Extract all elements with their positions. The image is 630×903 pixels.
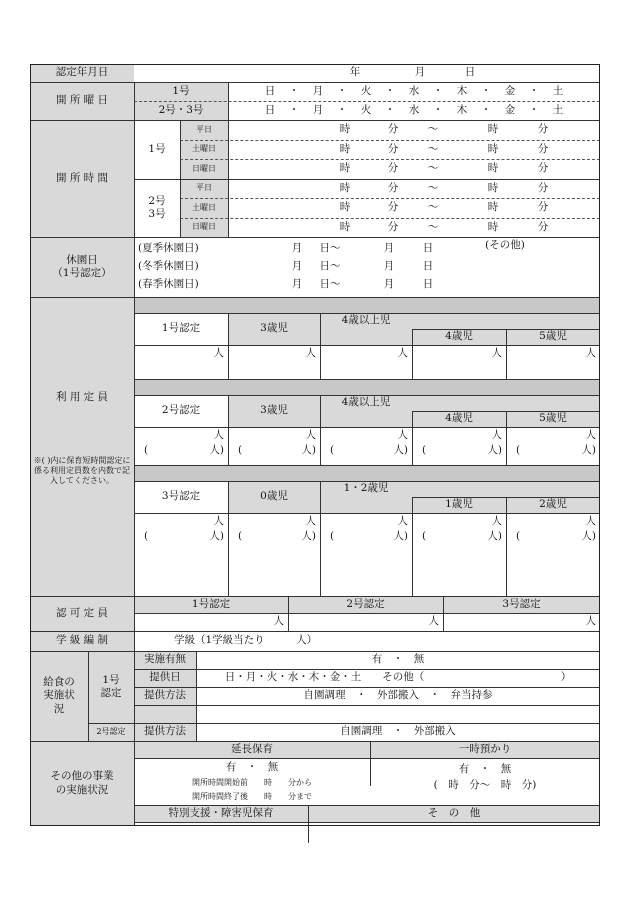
- extended-end: 開所時間終了後 時 分まで: [192, 792, 312, 801]
- rule: [196, 651, 197, 741]
- dashed-rule: [134, 101, 600, 102]
- hours-day-label: 土曜日: [192, 144, 216, 154]
- dashed-rule: [180, 140, 600, 141]
- day-unit: 日: [422, 278, 434, 291]
- tilde: 〜: [427, 181, 439, 194]
- minute-unit: 分: [387, 142, 399, 155]
- hour-unit: 時: [339, 220, 351, 233]
- band: [134, 297, 600, 313]
- rule: [134, 395, 600, 396]
- rule: [228, 481, 229, 596]
- paren-open: (: [330, 530, 335, 543]
- tilde: 〜: [427, 123, 439, 136]
- rule: [134, 297, 135, 596]
- month-label: 月: [414, 66, 426, 79]
- cap-sub2: 5歳児: [539, 330, 567, 343]
- capacity-unit: 人: [305, 347, 316, 360]
- extended-start: 開所時間開始前 時 分から: [192, 778, 312, 787]
- rule: [228, 395, 229, 465]
- month-unit: 月: [383, 278, 395, 291]
- rule: [506, 329, 507, 379]
- rule: [134, 613, 600, 614]
- paren-open: (: [144, 444, 149, 457]
- paren-close: 人): [581, 530, 596, 543]
- rule: [412, 329, 600, 330]
- extended-title: 延長保育: [231, 742, 273, 755]
- cap-sub1: 1歳児: [445, 498, 473, 511]
- separator-dot: ・: [384, 103, 396, 116]
- day-option: 日: [264, 84, 276, 97]
- rule: [134, 758, 600, 759]
- rule: [412, 329, 413, 379]
- holiday-row-label: (冬季休園日): [138, 260, 199, 273]
- separator-dot: ・: [528, 84, 540, 97]
- separator-dot: ・: [480, 84, 492, 97]
- month-unit: 月: [383, 242, 395, 255]
- separator-dot: ・: [288, 103, 300, 116]
- day-unit: 日: [422, 260, 434, 273]
- hours-group-label: 1号: [148, 142, 166, 155]
- hour-unit: 時: [487, 162, 499, 175]
- month-unit: 月: [291, 260, 303, 273]
- dashed-rule: [180, 159, 600, 160]
- day-option: 火: [360, 103, 372, 116]
- capacity-unit: 人: [491, 429, 502, 442]
- cap-sub2: 5歳児: [539, 412, 567, 425]
- cap-sub1: 4歳児: [445, 330, 473, 343]
- paren-open: (: [144, 530, 149, 543]
- hour-unit: 時: [487, 181, 499, 194]
- rule: [30, 82, 600, 83]
- meals-row-value: 自園調理 ・ 外部搬入 ・ 弁当持参: [303, 689, 493, 702]
- meals-row-label: 提供方法: [144, 725, 186, 738]
- paren-close: 人): [301, 444, 316, 457]
- capacity-unit: 人: [305, 429, 316, 442]
- rule: [134, 427, 600, 428]
- day-range: 日〜: [319, 260, 341, 273]
- rule: [320, 313, 321, 379]
- month-unit: 月: [383, 260, 395, 273]
- separator-dot: ・: [288, 84, 300, 97]
- separator-dot: ・: [336, 103, 348, 116]
- paren-open: (: [238, 530, 243, 543]
- rule: [134, 669, 600, 670]
- month-unit: 月: [291, 278, 303, 291]
- paren-close: 人): [393, 530, 408, 543]
- separator-dot: ・: [384, 84, 396, 97]
- rule: [308, 805, 309, 843]
- capacity-unit: 人: [397, 515, 408, 528]
- rule: [134, 631, 135, 651]
- opening-hours-label: 開 所 時 間: [55, 171, 108, 184]
- other-services-label: その他の事業 の実施状況: [50, 770, 114, 796]
- hour-unit: 時: [339, 142, 351, 155]
- cap-sub1: 4歳児: [445, 412, 473, 425]
- holidays-label: 休園日 （1号認定）: [52, 253, 112, 279]
- capacity-unit: 人: [213, 515, 224, 528]
- paren-open: (: [238, 444, 243, 457]
- minute-unit: 分: [537, 123, 549, 136]
- cap-section-title: 2号認定: [161, 404, 201, 417]
- hours-group-label: 2号 3号: [148, 194, 166, 220]
- holiday-row-label: (夏季休園日): [138, 242, 199, 255]
- capacity-unit: 人: [491, 347, 502, 360]
- capacity-unit: 人: [397, 347, 408, 360]
- hours-day-label: 土曜日: [192, 202, 216, 212]
- hour-unit: 時: [339, 123, 351, 136]
- cap-col1: 0歳児: [260, 490, 288, 503]
- tilde: 〜: [427, 142, 439, 155]
- rule: [30, 596, 600, 597]
- minute-unit: 分: [537, 201, 549, 214]
- paren-close: 人): [209, 444, 224, 457]
- classes-label: 学 級 編 制: [55, 634, 108, 647]
- meals-row-label: 提供方法: [144, 689, 186, 702]
- cap-col1: 3歳児: [260, 322, 288, 335]
- rule: [88, 723, 600, 724]
- day-option: 火: [360, 84, 372, 97]
- approved-label: 認 可 定 員: [55, 606, 108, 619]
- hour-unit: 時: [339, 181, 351, 194]
- cap-col2: 4歳以上児: [341, 396, 391, 409]
- approved-col: 2号認定: [346, 597, 385, 610]
- day-option: 月: [312, 103, 324, 116]
- year-label: 年: [349, 66, 361, 79]
- day-option: 日: [264, 103, 276, 116]
- minute-unit: 分: [387, 123, 399, 136]
- rule: [134, 237, 135, 297]
- hour-unit: 時: [339, 162, 351, 175]
- rule: [134, 822, 600, 823]
- band: [134, 465, 600, 481]
- tilde: 〜: [427, 220, 439, 233]
- rule: [228, 313, 229, 379]
- tilde: 〜: [427, 162, 439, 175]
- paren-close: 人): [393, 444, 408, 457]
- opening-days-label: 開 所 曜 日: [55, 94, 108, 107]
- month-unit: 月: [291, 242, 303, 255]
- meals-group2: 2号認定: [96, 727, 126, 736]
- paren-open: (: [330, 444, 335, 457]
- cap-section-title: 3号認定: [161, 490, 201, 503]
- capacity-unit: 人: [213, 429, 224, 442]
- days-row-label: 1号: [172, 84, 190, 97]
- rule: [30, 297, 600, 298]
- approved-unit: 人: [273, 615, 284, 628]
- capacity-unit: 人: [585, 429, 596, 442]
- minute-unit: 分: [387, 220, 399, 233]
- rule: [134, 179, 600, 180]
- application-form: [30, 64, 600, 825]
- rule: [134, 651, 135, 741]
- rule: [30, 741, 600, 742]
- rule: [30, 237, 600, 238]
- band: [134, 379, 600, 395]
- rule: [506, 411, 507, 465]
- temporary-title: 一時預かり: [458, 742, 512, 755]
- rule: [412, 497, 600, 498]
- paren-close: 人): [487, 530, 502, 543]
- minute-unit: 分: [387, 162, 399, 175]
- hours-day-label: 平日: [196, 124, 212, 134]
- days-row-label: 2号・3号: [158, 103, 204, 116]
- capacity-unit: 人: [491, 515, 502, 528]
- day-range: 日〜: [319, 278, 341, 291]
- minute-unit: 分: [537, 142, 549, 155]
- hour-unit: 時: [487, 201, 499, 214]
- day-option: 土: [552, 103, 564, 116]
- cap-col1: 3歳児: [260, 404, 288, 417]
- capacity-unit: 人: [585, 347, 596, 360]
- paren-close: 人): [581, 444, 596, 457]
- dashed-rule: [180, 198, 600, 199]
- day-unit: 日: [422, 242, 434, 255]
- approved-col: 1号認定: [191, 597, 231, 610]
- cap-sub2: 2歳児: [539, 498, 567, 511]
- paren-open: (: [516, 530, 521, 543]
- rule: [134, 313, 600, 314]
- dashed-rule: [180, 218, 600, 219]
- cap-col2: 4歳以上児: [341, 314, 391, 327]
- extended-yesno: 有 ・ 無: [225, 761, 279, 774]
- minute-unit: 分: [387, 181, 399, 194]
- hours-day-label: 平日: [196, 183, 212, 193]
- rule: [30, 120, 600, 121]
- meals-row-label: 実施有無: [144, 653, 186, 666]
- rule: [320, 481, 321, 596]
- capacity-note: ※( )内に保育短時間認定に係る利用定員数を内数で記入してください。: [33, 456, 131, 485]
- approved-unit: 人: [585, 615, 596, 628]
- day-range: 日〜: [319, 242, 341, 255]
- capacity-unit: 人: [585, 515, 596, 528]
- rule: [134, 687, 600, 688]
- day-label: 日: [464, 66, 476, 79]
- paren-close: 人): [487, 444, 502, 457]
- minute-unit: 分: [537, 162, 549, 175]
- minute-unit: 分: [537, 181, 549, 194]
- rule: [134, 705, 600, 706]
- day-option: 水: [408, 84, 420, 97]
- day-option: 金: [504, 103, 516, 116]
- rule: [134, 805, 600, 806]
- separator-dot: ・: [480, 103, 492, 116]
- paren-open: (: [422, 444, 427, 457]
- meals-row-value: 日・月・火・水・木・金・土 その他（ ）: [224, 671, 572, 684]
- rule: [30, 631, 600, 632]
- day-option: 木: [456, 84, 468, 97]
- rule: [30, 651, 600, 652]
- day-option: 木: [456, 103, 468, 116]
- separator-dot: ・: [336, 84, 348, 97]
- paren-open: (: [516, 444, 521, 457]
- hour-unit: 時: [339, 201, 351, 214]
- rule: [134, 481, 600, 482]
- meals-group1: 1号 認定: [100, 673, 122, 699]
- day-option: 月: [312, 84, 324, 97]
- rule: [412, 411, 600, 412]
- paren-close: 人): [209, 530, 224, 543]
- classes-text: 学級（1学級当たり 人）: [174, 634, 318, 647]
- meals-row-value: 自園調理 ・ 外部搬入: [340, 725, 456, 738]
- rule: [412, 497, 413, 596]
- minute-unit: 分: [537, 220, 549, 233]
- separator-dot: ・: [432, 84, 444, 97]
- minute-unit: 分: [387, 201, 399, 214]
- hours-day-label: 日曜日: [192, 222, 216, 232]
- paren-close: 人): [301, 530, 316, 543]
- special-title: 特別支援・障害児保育: [168, 806, 274, 819]
- hour-unit: 時: [487, 220, 499, 233]
- holiday-other: (その他): [485, 239, 525, 252]
- hour-unit: 時: [487, 142, 499, 155]
- rule: [134, 465, 600, 466]
- other-title: そ の 他: [427, 806, 481, 819]
- holiday-row-label: (春季休園日): [138, 278, 199, 291]
- approved-unit: 人: [428, 615, 439, 628]
- hours-day-label: 日曜日: [192, 163, 216, 173]
- capacity-unit: 人: [305, 515, 316, 528]
- approved-col: 3号認定: [502, 597, 541, 610]
- rule: [134, 379, 600, 380]
- rule: [506, 497, 507, 596]
- rule: [412, 411, 413, 465]
- day-option: 土: [552, 84, 564, 97]
- meals-row-label: 提供日: [149, 671, 181, 684]
- rule: [370, 741, 371, 786]
- rule: [134, 345, 600, 346]
- date-label: 認定年月日: [55, 66, 109, 79]
- meals-label: 給食の 実施状 況: [43, 676, 75, 715]
- rule: [134, 741, 135, 826]
- temporary-yesno: 有 ・ 無: [458, 763, 512, 776]
- tilde: 〜: [427, 201, 439, 214]
- capacity-unit: 人: [397, 429, 408, 442]
- meals-row-value: 有 ・ 無: [371, 653, 425, 666]
- rule: [134, 513, 600, 514]
- rule: [88, 651, 89, 741]
- hour-unit: 時: [487, 123, 499, 136]
- day-option: 金: [504, 84, 516, 97]
- rule: [320, 395, 321, 465]
- capacity-unit: 人: [213, 347, 224, 360]
- temporary-time: ( 時 分〜 時 分): [433, 779, 537, 792]
- separator-dot: ・: [432, 103, 444, 116]
- separator-dot: ・: [528, 103, 540, 116]
- cap-col2: 1・2歳児: [343, 482, 389, 495]
- cap-section-title: 1号認定: [161, 322, 201, 335]
- capacity-label: 利 用 定 員: [55, 391, 108, 404]
- paren-open: (: [422, 530, 427, 543]
- day-option: 水: [408, 103, 420, 116]
